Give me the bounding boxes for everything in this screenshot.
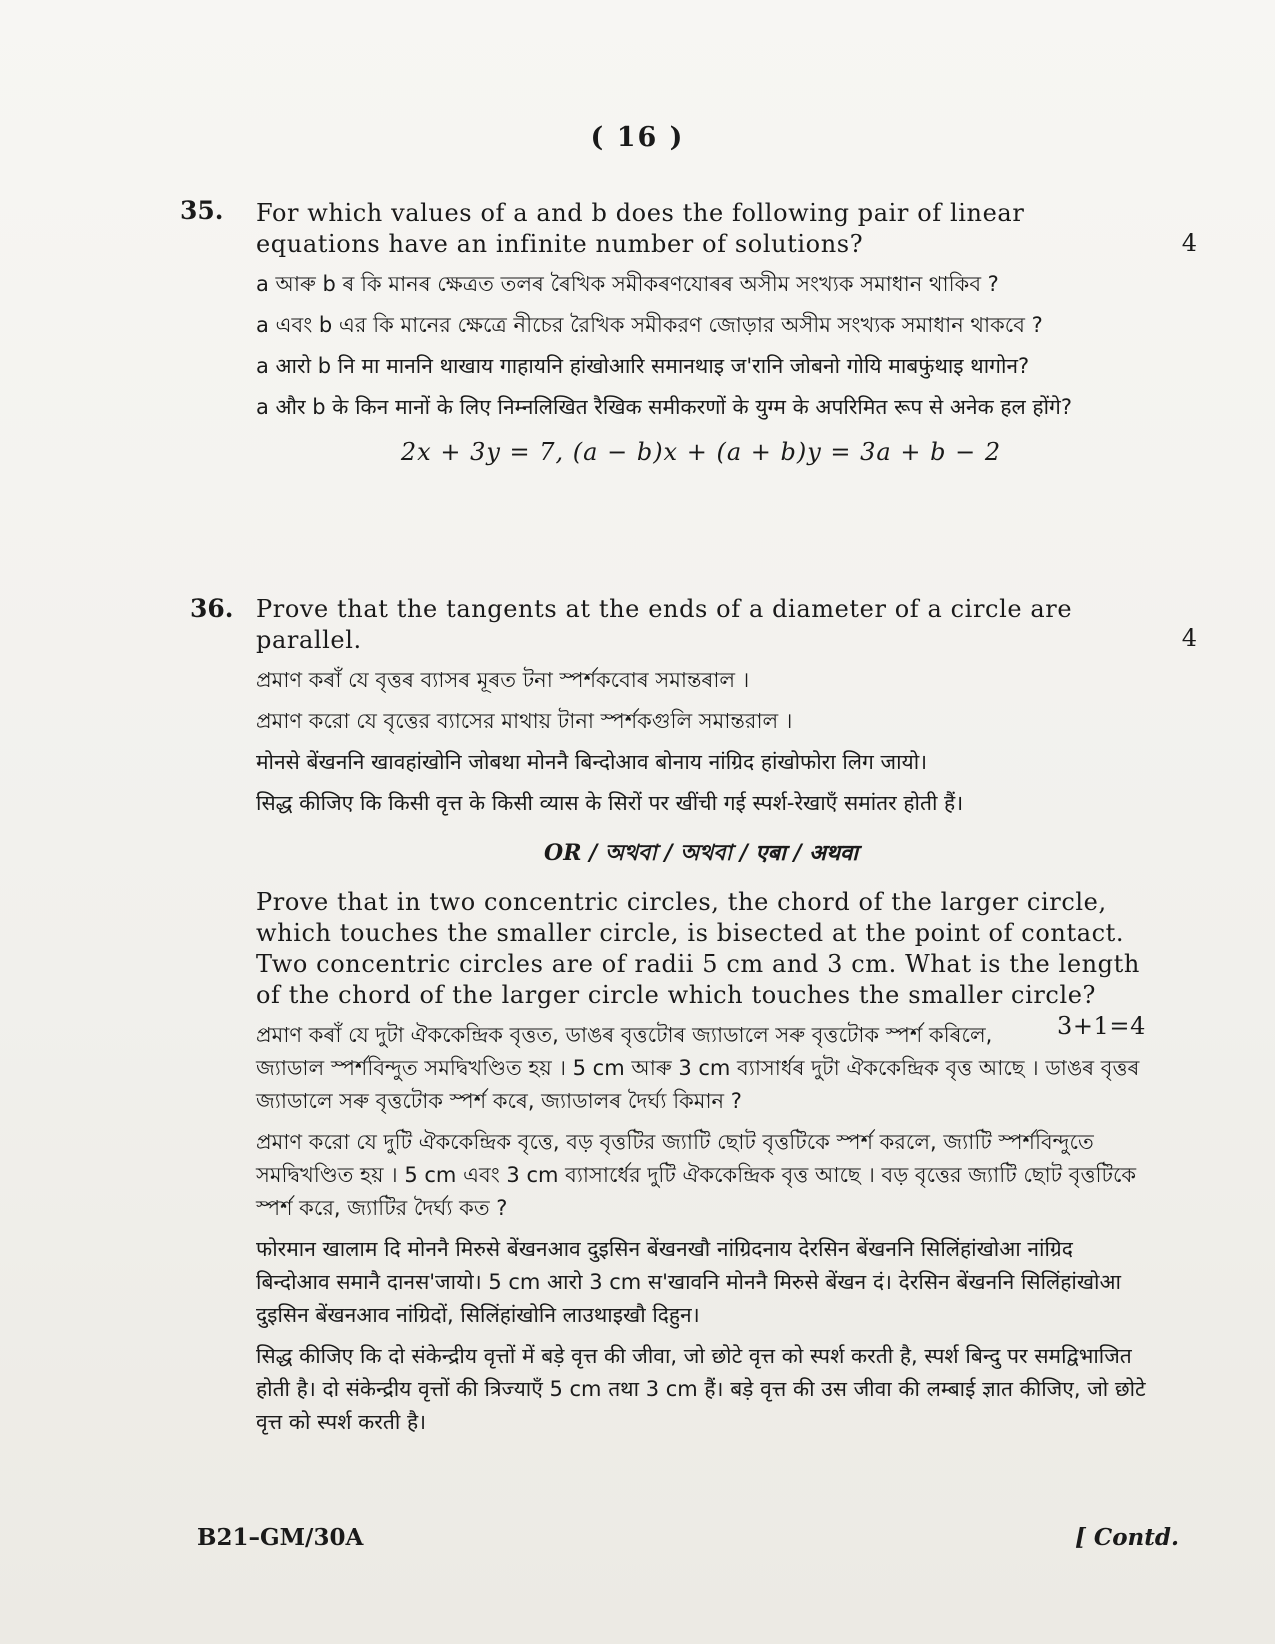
question-36-alt-bodo: फोरमान खालाम दि मोननै मिरुसे बेंखनआव दुइसिन बेंखनखौ नांग्रिदनाय देरसिन बेंखननि सिलिंहांखोआ नांग्रिद बिन्दोआव समानै दानस'जायो। 5 cm आरो 3 cm स'खावनि मोननै मिरुसे बेंखन दं। देरसिन बेंखननि सिलिंहांखोआ दुइसिन बेंखनआव नांग्रिदों, सिलिंहांखोनि लाउथाइखौ दिहुन। [256,1237,1121,1327]
question-36-hindi: सिद्ध कीजिए कि किसी वृत्त के किसी व्यास के सिरों पर खींची गई स्पर्श-रेखाएँ समांतर होती हैं। [256,791,964,815]
page-number: ( 16 ) [590,122,685,153]
question-36-alt-bengali: প্রমাণ করো যে দুটি ঐককেন্দ্রিক বৃত্তে, বড় বৃত্তটির জ্যাটি ছোট বৃত্তটিকে স্পর্শ করলে, জ্যাটি স্পর্শবিন্দুতে সমদ্বিখণ্ডিত হয় । 5 cm এবং 3 cm ব্যাসার্ধের দুটি ঐককেন্দ্রিক বৃত্ত আছে । বড় বৃত্তের জ্যাটি ছোট বৃত্তটিকে স্পর্শ করে, জ্যাটির দৈর্ঘ্য কত ? [256,1130,1137,1220]
question-35-assamese: a আৰু b ৰ কি মানৰ ক্ষেত্ৰত তলৰ ৰৈখিক সমীকৰণযোৰৰ অসীম সংখ্যক সমাধান থাকিব ? [256,272,999,296]
or-separator: OR / অথবা / অথবা / एबा / अथवा [544,840,858,866]
question-36-marks: 4 [1181,624,1197,652]
question-35-marks: 4 [1181,229,1197,257]
question-35 [256,198,1146,466]
question-36-alt-hindi: सिद्ध कीजिए कि दो संकेन्द्रीय वृत्तों में बड़े वृत्त की जीवा, जो छोटे वृत्त को स्पर्श करती है, स्पर्श बिन्दु पर समद्विभाजित होती है। दो संकेन्द्रीय वृत्तों की त्रिज्याएँ 5 cm तथा 3 cm हैं। बड़े वृत्त की उस जीवा की लम्बाई ज्ञात कीजिए, जो छोटे वृत्त को स्पर्श करती है। [256,1344,1146,1434]
question-35-hindi: a और b के किन मानों के लिए निम्नलिखित रैखिक समीकरणों के युग्म के अपरिमित रूप से अनेक हल होंगे? [256,395,1072,419]
question-36-alt-marks: 3+1=4 [1056,1012,1146,1040]
question-35-number: 35. [180,196,224,225]
question-35-english: For which values of a and b does the following pair of linear equations have an infinite number of solutions? [256,199,1025,258]
question-36-bodo: मोनसे बेंखननि खावहांखोनि जोबथा मोननै बिन्दोआव बोनाय नांग्रिद हांखोफोरा लिग जायो। [256,750,928,774]
question-35-bengali: a এবং b এর কি মানের ক্ষেত্রে নীচের রৈখিক সমীকরণ জোড়ার অসীম সংখ্যক সমাধান থাকবে ? [256,313,1043,337]
question-36-alt-english [256,887,1146,1040]
question-36-bengali: প্রমাণ করো যে বৃত্তের ব্যাসের মাথায় টানা স্পর্শকগুলি সমান্তরাল । [256,709,793,733]
question-36-alt-english-text: Prove that in two concentric circles, the chord of the larger circle, which touches the smaller circle, is bisected at the point of contact. Two concentric circles are of radii 5 cm and 3 cm. What is the length of the chord of the larger circle which touches the smaller circle? [256,888,1140,1009]
question-36-assamese: প্ৰমাণ কৰাঁ যে বৃত্তৰ ব্যাসৰ মূৰত টনা স্পৰ্শকবোৰ সমান্তৰাল । [256,668,750,692]
question-36 [256,594,1146,1439]
paper-code: B21–GM/30A [197,1524,364,1551]
question-35-equation: 2x + 3y = 7, (a − b)x + (a + b)y = 3a + b − 2 [400,438,1002,466]
question-35-bodo: a आरो b नि मा माननि थाखाय गाहायनि हांखोआरि समानथाइ ज'रानि जोबनो गोयि माबफुंथाइ थागोन? [256,354,1030,378]
continued-label: [ Contd. [1075,1524,1179,1551]
question-36-alt-assamese: প্ৰমাণ কৰাঁ যে দুটা ঐককেন্দ্ৰিক বৃত্তত, ডাঙৰ বৃত্তটোৰ জ্যাডালে সৰু বৃত্তটোক স্পৰ্শ কৰিলে, জ্যাডাল স্পৰ্শবিন্দুত সমদ্বিখণ্ডিত হয় । 5 cm আৰু 3 cm ব্যাসাৰ্ধৰ দুটা ঐককেন্দ্ৰিক বৃত্ত আছে । ডাঙৰ বৃত্তৰ জ্যাডালে সৰু বৃত্তটোক স্পৰ্শ কৰে, জ্যাডালৰ দৈৰ্ঘ্য কিমান ? [256,1023,1140,1113]
question-36-english: Prove that the tangents at the ends of a diameter of a circle are parallel. [256,595,1073,654]
question-36-number: 36. [190,594,234,623]
